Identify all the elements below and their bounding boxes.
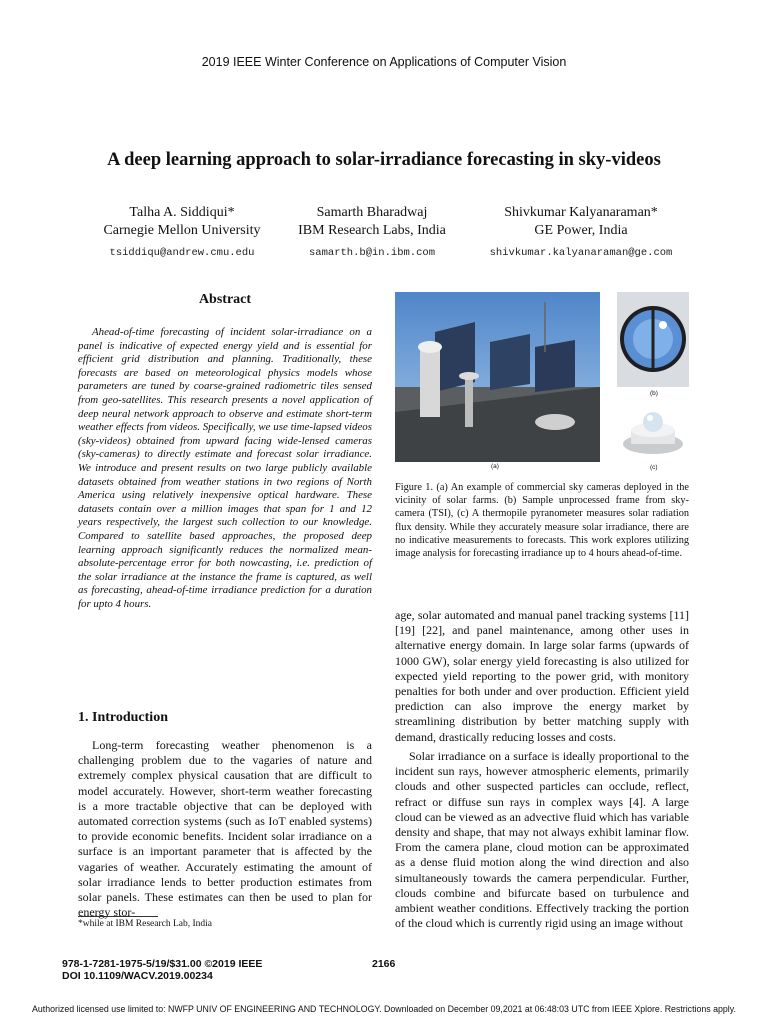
- author-block-1: [92, 204, 272, 262]
- author-name: Talha A. Siddiqui*: [129, 205, 235, 220]
- license-notice: Authorized licensed use limited to: NWFP UNIV OF ENGINEERING AND TECHNOLOGY. Downloaded on December 09,2021 at 06:48:03 UTC from IEEE Xplore. Restrictions apply.: [32, 1004, 736, 1014]
- figure-label-a: (a): [491, 463, 499, 470]
- figure-1: [395, 292, 689, 472]
- author-affiliation: Carnegie Mellon University: [103, 223, 261, 238]
- abstract-text: Ahead-of-time forecasting of incident solar-irradiance on a panel is indicative of expected energy yield and is essential for efficient grid distribution and planning. Traditionally, these forecasts are based on meteorological physics models whose parameters are tuned by coarse-grained radiometric tiles sensed from geo-satellites. This research presents a novel application of deep neural network approach to observe and estimate short-term weather effects from videos. Specifically, we use time-lapsed videos (sky-videos) obtained from upward facing wide-lensed cameras (sky-cameras) to directly estimate and forecast solar irradiance. We introduce and present results on two large publicly available datasets obtained from weather stations in two regions of North America using relatively inexpensive optical hardware. These datasets contain over a million images that span for 1 and 12 years respectively, the largest such collection to our knowledge. Compared to satellite based approaches, the proposed deep learning approach significantly reduces the normalized mean-absolute-percentage error for both nowcasting, i.e. prediction of the solar irradiance at the instance the frame is captured, as well as forecasting, ahead-of-time irradiance prediction for a duration for upto 4 hours.: [78, 326, 372, 610]
- author-block-2: [282, 204, 462, 262]
- sky-camera-frame: [617, 292, 689, 387]
- author-name: Samarth Bharadwaj: [316, 205, 428, 220]
- figure-label-c: (c): [650, 464, 658, 471]
- introduction-paragraph: Long-term forecasting weather phenomenon is a challenging problem due to the vagaries of nature and extremely complex physical causation that are difficult to model accurately. However, short-term weather forecasting is a more tractable objective that can be deployed with automated correction systems (such as IoT enabled systems) to provide economic benefits. Incident solar irradiance on a surface is an important parameter that is affected by the vagaries of weather. Accurately estimating the amount of solar irradiance lends to better production estimates from solar panels. These estimates can then be used to plan for energy stor-: [78, 738, 372, 920]
- author-block-3: [474, 204, 688, 262]
- abstract-heading: Abstract: [198, 292, 252, 307]
- footer-doi: DOI 10.1109/WACV.2019.00234: [62, 970, 213, 982]
- author-affiliation: GE Power, India: [534, 223, 628, 238]
- footer-publication-info: [62, 958, 262, 982]
- page-number: 2166: [372, 958, 396, 970]
- sky-camera-photo: [395, 292, 600, 462]
- paper-title: A deep learning approach to solar-irradiance forecasting in sky-videos: [107, 150, 661, 170]
- right-paragraph-1: age, solar automated and manual panel tracking systems [11] [19] [22], and panel maintenance, among other uses in alternative energy domain. In large solar farms (upwards of 1000 GW), solar energy yield forecasting is also utilized for expected yield reporting to the power grid, with monitory penalties for both under and over production. Efficient yield prediction can also improve the energy market by streamlining distribution by better matching supply with demand, drastically reducing losses and costs.: [395, 608, 689, 744]
- author-name: Shivkumar Kalyanaraman*: [504, 205, 658, 220]
- figure-caption: Figure 1. (a) An example of commercial sky cameras deployed in the vicinity of solar farms. (b) Sample unprocessed frame from sky-camera (TSI), (c) A thermopile pyranometer measures solar radiation flux density. While they accurately measure solar irradiance, there are no indicative measurements to forecasts. This work explores utilizing image analysis for forecasting irradiance up to 4 hours ahead-of-time.: [395, 482, 689, 560]
- introduction-heading: 1. Introduction: [78, 710, 168, 725]
- author-email: shivkumar.kalyanaraman@ge.com: [489, 247, 673, 259]
- author-affiliation: IBM Research Labs, India: [298, 223, 446, 238]
- pyranometer-photo: [617, 402, 689, 462]
- conference-header: 2019 IEEE Winter Conference on Applications of Computer Vision: [201, 55, 567, 69]
- author-email: samarth.b@in.ibm.com: [308, 247, 436, 259]
- author-email: tsiddiqu@andrew.cmu.edu: [109, 247, 255, 259]
- footnote: *while at IBM Research Lab, India: [78, 919, 213, 929]
- footer-isbn: 978-1-7281-1975-5/19/$31.00 ©2019 IEEE: [62, 958, 263, 970]
- right-paragraph-2: Solar irradiance on a surface is ideally proportional to the incident sun rays, however atmospheric elements, primarily clouds and other suspected particles can occlude, reflect, refract or diffuse sun rays in complex ways [4]. A large cloud can be viewed as an advective fluid which has variable density and shape, that may not always exhibit laminar flow. From the camera plane, cloud motion can be approximated as a dense fluid motion along the wind direction and also simultaneously towards the camera perpendicular. Further, clouds combine and bifurcate based on turbulence and ambient weather conditions. Effectively tracking the portion of the cloud which is currently rigid using an image without: [395, 749, 689, 931]
- footnote-rule: [78, 916, 158, 917]
- figure-label-b: (b): [650, 390, 658, 397]
